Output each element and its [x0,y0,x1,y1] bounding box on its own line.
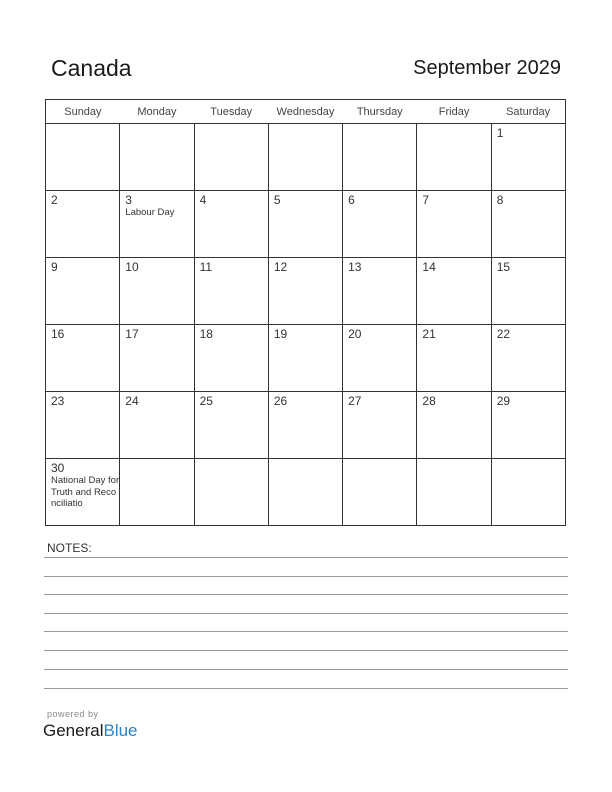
day-cell [46,392,120,459]
day-number: 30 [51,461,65,475]
holiday-label: National Day for Truth and Reconciliatio [51,475,120,509]
notes-label: NOTES: [47,541,92,555]
day-number: 11 [199,260,213,274]
week-row [46,459,566,526]
day-number: 14 [422,260,436,274]
day-cell [491,124,565,191]
day-cell [194,191,268,258]
day-number: 6 [348,193,355,207]
week-row [46,325,566,392]
day-cell [417,392,491,459]
day-cell [343,392,417,459]
brand-blue: Blue [103,721,138,740]
day-number: 22 [496,327,511,341]
day-number: 17 [125,327,139,341]
day-number: 8 [496,193,504,207]
day-cell [491,325,565,392]
weekday-sunday: Sunday [46,100,120,124]
day-cell [194,392,268,459]
day-cell [120,258,194,325]
day-cell [46,124,120,191]
weekday-tuesday: Tuesday [194,100,268,124]
note-line [44,576,568,577]
note-line [44,631,568,632]
day-number: 26 [273,394,288,408]
day-cell [194,124,268,191]
day-cell [268,459,342,526]
day-number: 2 [51,193,58,207]
day-number: 5 [273,193,281,207]
day-cell [491,459,565,526]
day-cell [343,124,417,191]
day-number: 29 [496,394,511,408]
note-line [44,669,568,670]
week-row [46,258,566,325]
day-number: 19 [273,327,288,341]
day-cell [268,191,342,258]
note-line [44,594,568,595]
day-cell [120,325,194,392]
note-line [44,688,568,689]
day-cell [491,392,565,459]
day-cell [120,459,194,526]
day-number: 23 [51,394,65,408]
holiday-label: Labour Day [125,207,175,218]
day-cell [417,459,491,526]
day-cell [417,191,491,258]
day-cell [343,459,417,526]
day-number: 16 [51,327,65,341]
weekday-monday: Monday [120,100,194,124]
week-row [46,392,566,459]
day-number: 25 [199,394,213,408]
day-number: 10 [125,260,139,274]
day-number: 3 [125,193,132,207]
day-number: 27 [348,394,362,408]
day-number: 1 [496,126,504,140]
day-number: 13 [348,260,362,274]
day-cell [491,258,565,325]
day-cell [417,124,491,191]
day-cell [343,258,417,325]
day-number: 9 [51,260,58,274]
day-cell [268,325,342,392]
day-cell [417,325,491,392]
day-cell [46,191,120,258]
day-cell [343,191,417,258]
day-cell [268,124,342,191]
weekday-header-row [46,100,566,124]
day-cell [491,191,565,258]
day-number: 4 [199,193,207,207]
powered-by-text: powered by [47,709,99,719]
day-cell [268,258,342,325]
day-cell [120,392,194,459]
day-number: 15 [496,260,511,274]
day-cell [417,258,491,325]
brand-general: General [43,721,104,740]
day-number: 18 [199,327,213,341]
day-cell [120,124,194,191]
weekday-saturday: Saturday [491,100,565,124]
day-number: 20 [348,327,362,341]
country-title: Canada [51,55,132,81]
month-title: September 2029 [413,57,561,79]
day-cell [46,325,120,392]
weekday-friday: Friday [417,100,491,124]
day-cell [194,459,268,526]
weekday-wednesday: Wednesday [268,100,342,124]
day-cell [268,392,342,459]
week-row [46,191,566,258]
week-row [46,124,566,191]
day-cell [343,325,417,392]
day-cell [194,325,268,392]
day-number: 12 [273,260,288,274]
brand-logo [43,721,138,741]
note-line [44,613,568,614]
day-cell [120,191,194,258]
day-cell [46,258,120,325]
note-line [44,557,568,558]
weekday-thursday: Thursday [343,100,417,124]
day-number: 21 [422,327,436,341]
day-number: 7 [422,193,430,207]
day-number: 28 [422,394,436,408]
calendar-grid [45,99,566,526]
day-number: 24 [125,394,139,408]
day-cell [194,258,268,325]
note-line [44,650,568,651]
day-cell [46,459,120,526]
